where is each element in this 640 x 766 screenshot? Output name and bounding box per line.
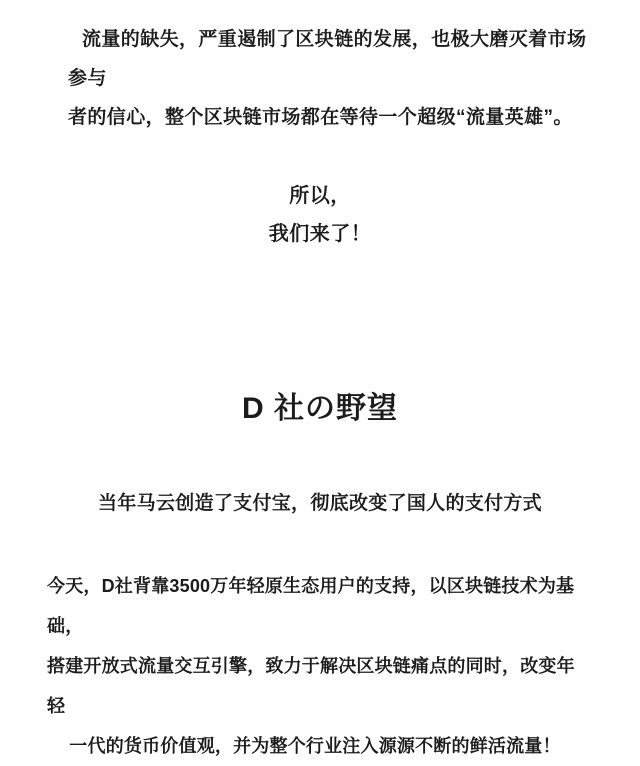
- intro-paragraph-line-2: 者的信心，整个区块链市场都在等待一个超级“流量英雄”。: [68, 107, 573, 128]
- intro-paragraph-line-1: 流量的缺失，严重遏制了区块链的发展，也极大磨灭着市场参与: [68, 29, 587, 89]
- article-page: [0, 20, 640, 756]
- closing-paragraph-line-2: 搭建开放式流量交互引擎，致力于解决区块链痛点的同时，改变年轻: [47, 656, 575, 716]
- closing-paragraph-line-3: 一代的货币价值观，并为整个行业注入源源不断的鲜活流量！: [69, 736, 561, 756]
- section-heading: D 社の野望: [242, 392, 398, 425]
- interlude-block: [0, 177, 640, 253]
- interlude-line-2: 我们来了！: [268, 223, 372, 245]
- subheading-line: 当年马云创造了支付宝，彻底改变了国人的支付方式: [98, 493, 542, 514]
- closing-paragraph: [47, 566, 583, 766]
- closing-paragraph-line-1: 今天，D社背靠3500万年轻原生态用户的支持，以区块链技术为基础，: [47, 576, 575, 636]
- interlude-line-1: 所以，: [289, 185, 351, 207]
- intro-paragraph: [68, 20, 588, 137]
